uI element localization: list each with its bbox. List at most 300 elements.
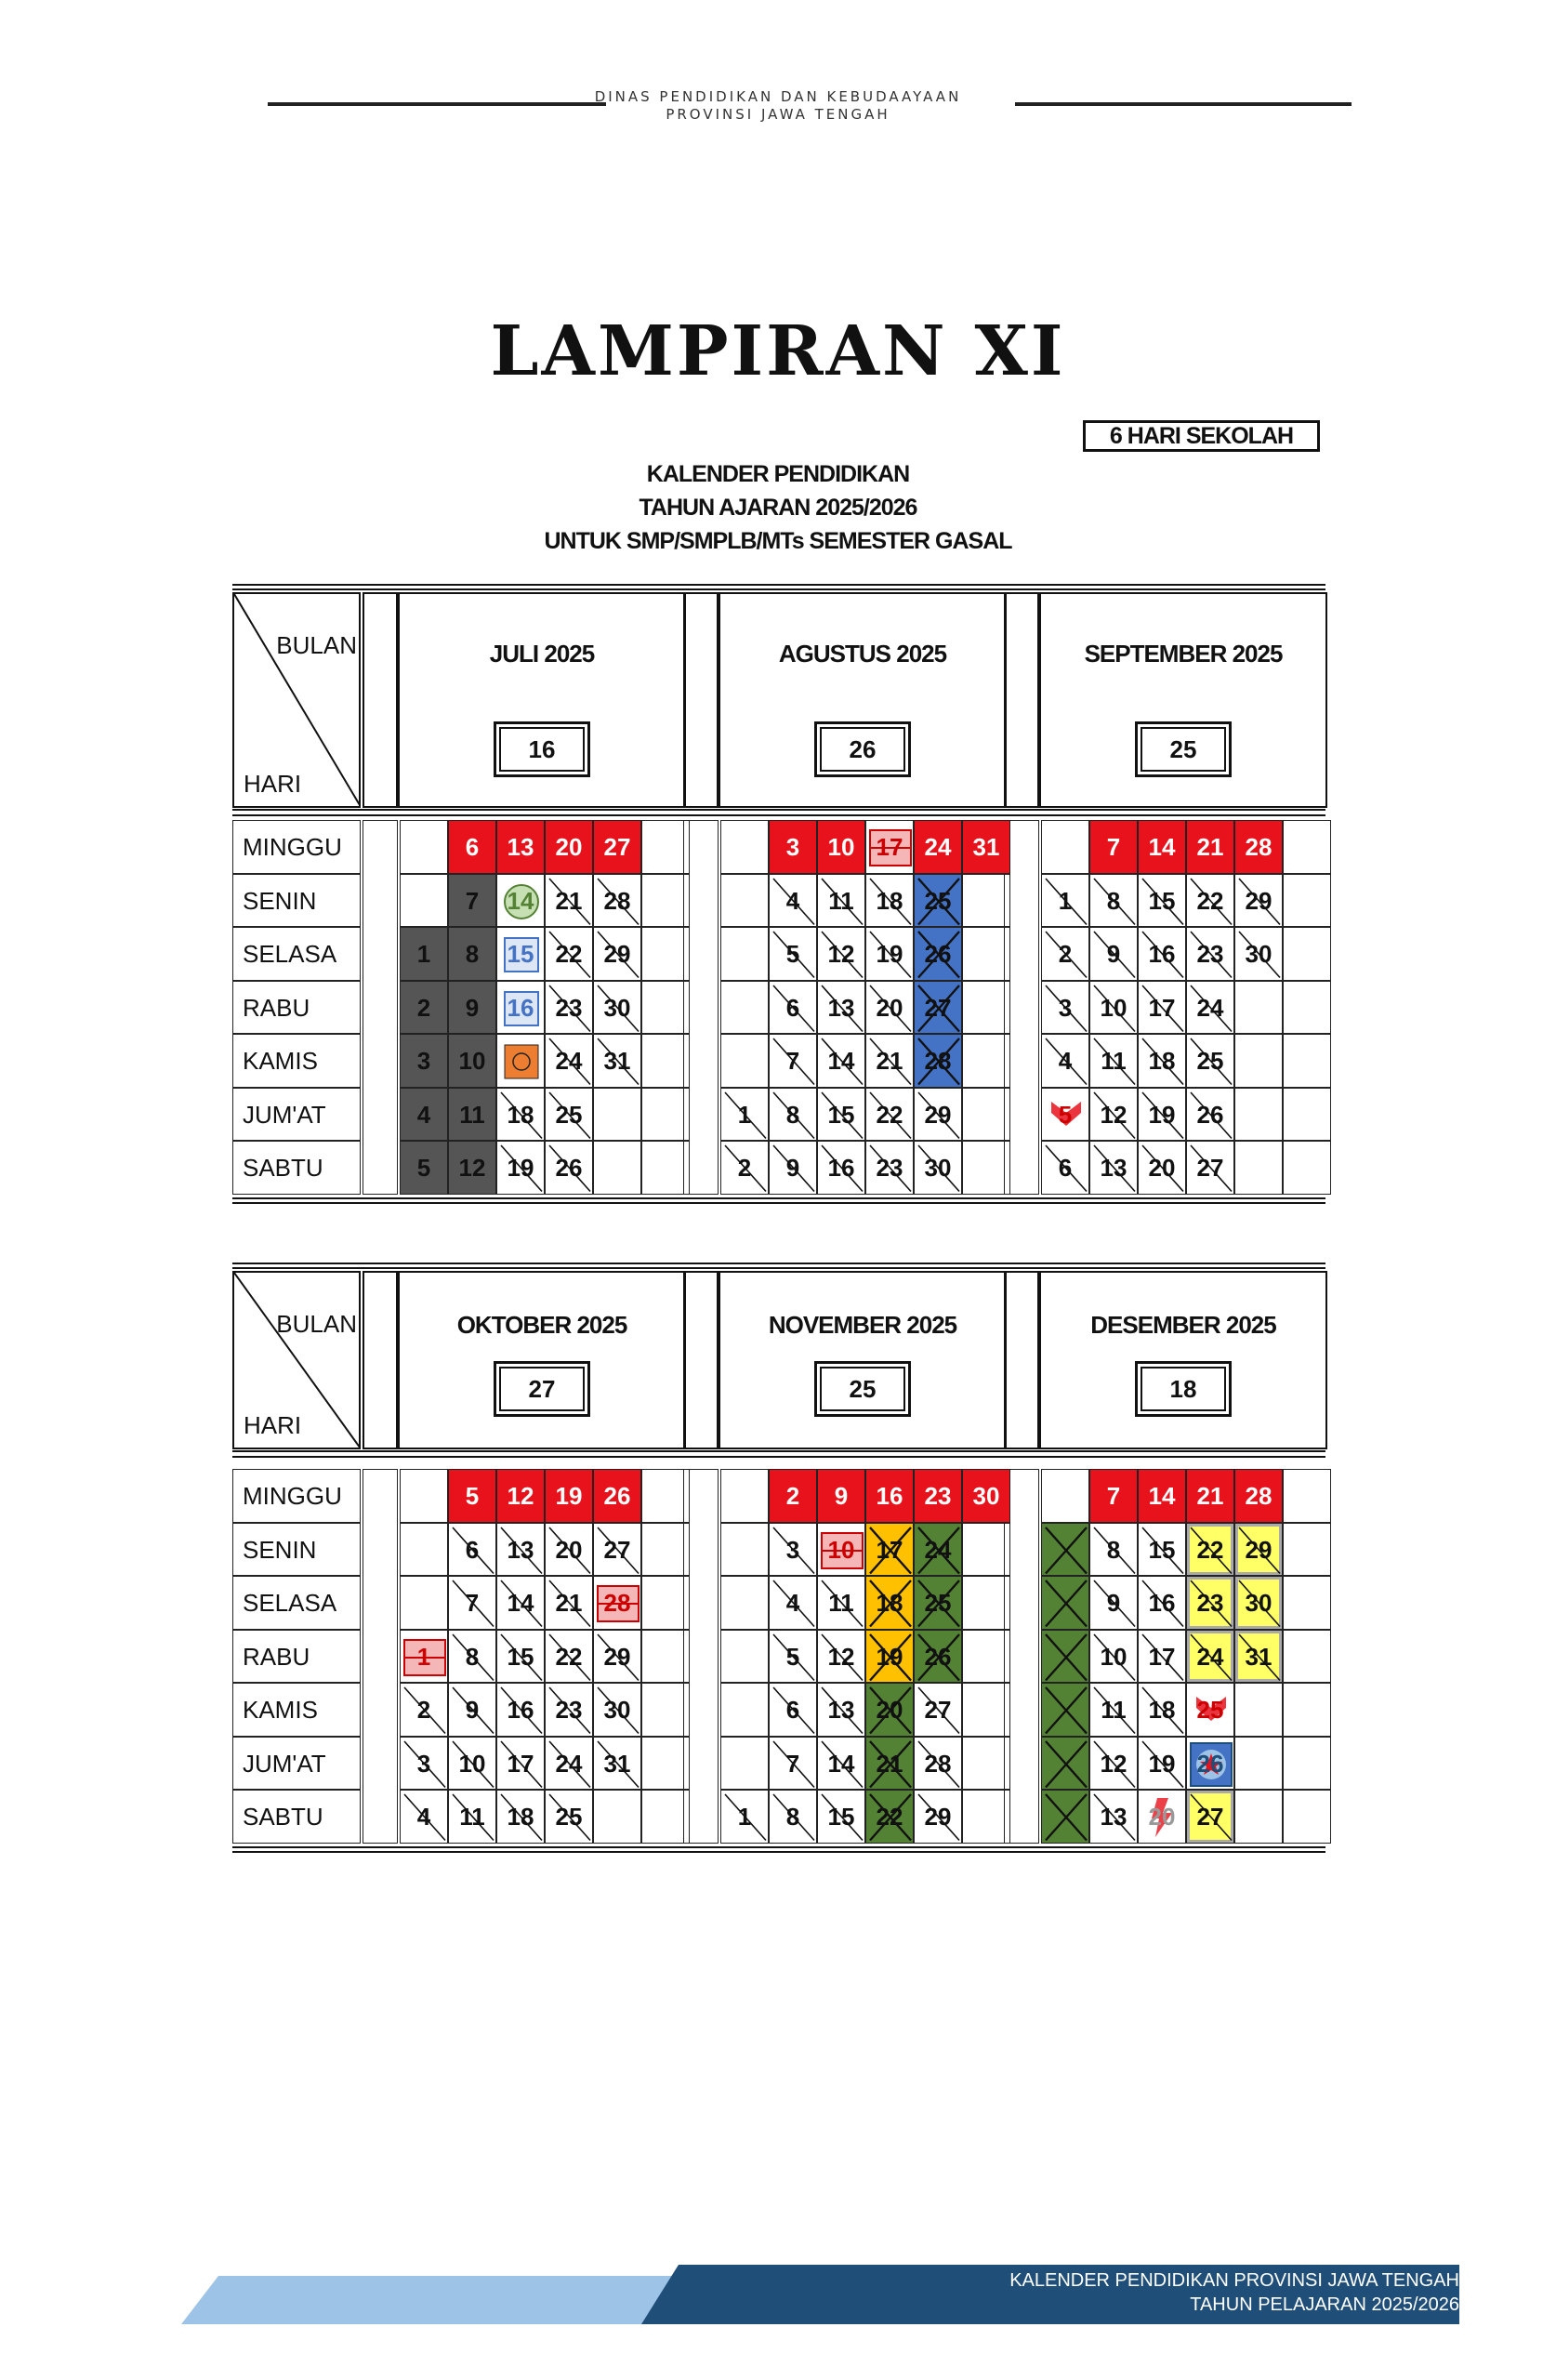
- day-number: 22: [555, 940, 583, 968]
- calendar-day: [914, 1141, 962, 1195]
- calendar-day: [1138, 874, 1186, 928]
- calendar-day: [914, 981, 962, 1035]
- calendar-day: [720, 927, 769, 981]
- calendar-day: [865, 1034, 914, 1088]
- day-number: 18: [876, 886, 903, 915]
- day-number: 29: [924, 1803, 952, 1831]
- calendar-day: [1186, 874, 1234, 928]
- grid-separator: [363, 1469, 398, 1844]
- calendar-day: [1283, 1088, 1331, 1142]
- calendar-day: [817, 1683, 865, 1737]
- calendar-day: [593, 1576, 641, 1630]
- day-label: SENIN: [232, 1523, 361, 1577]
- calendar-day: [769, 1576, 817, 1630]
- calendar-day: [448, 1141, 496, 1195]
- day-number: 3: [785, 833, 800, 861]
- day-number: 21: [555, 886, 583, 915]
- calendar-day: [1138, 1523, 1186, 1577]
- calendar-day: [496, 1630, 545, 1684]
- calendar-day: [1186, 820, 1234, 874]
- day-number: 11: [828, 886, 854, 915]
- day-number: 6: [785, 1696, 800, 1724]
- calendar-day: [720, 1576, 769, 1630]
- day-number: 3: [1058, 993, 1073, 1022]
- calendar-day: [1041, 1737, 1089, 1791]
- day-number: 10: [458, 1047, 486, 1075]
- day-number: 5: [785, 1642, 800, 1671]
- calendar-day: [545, 1523, 593, 1577]
- calendar-day: [593, 1469, 641, 1523]
- day-number: 6: [785, 993, 800, 1022]
- calendar-day: [1041, 1141, 1089, 1195]
- calendar-day: [720, 1034, 769, 1088]
- month-name: DESEMBER 2025: [1090, 1311, 1276, 1339]
- day-number: 20: [876, 993, 903, 1022]
- calendar-day: [400, 981, 448, 1035]
- calendar-day: [496, 874, 545, 928]
- calendar-day: [448, 1630, 496, 1684]
- day-number: 9: [465, 993, 480, 1022]
- day-number: 19: [876, 1642, 903, 1671]
- day-number: 13: [827, 993, 855, 1022]
- calendar-day: [769, 1034, 817, 1088]
- calendar-day: [1138, 1469, 1186, 1523]
- calendar-day: [1089, 874, 1138, 928]
- calendar-day: [641, 1088, 690, 1142]
- day-number: 31: [603, 1749, 631, 1778]
- calendar-day: [496, 981, 545, 1035]
- calendar-day: [962, 820, 1010, 874]
- calendar-day: [641, 1576, 690, 1630]
- effective-days-count: 16: [494, 721, 590, 777]
- day-number: 27: [603, 1535, 631, 1564]
- calendar-day: [448, 874, 496, 928]
- calendar-day: [720, 1790, 769, 1844]
- day-number: 5: [465, 1482, 480, 1510]
- calendar-day: [962, 981, 1010, 1035]
- day-number: 14: [507, 886, 534, 915]
- calendar-day: [1138, 1630, 1186, 1684]
- panel-rule: [232, 1456, 1325, 1458]
- day-label: KAMIS: [232, 1034, 361, 1088]
- calendar-day: [1089, 927, 1138, 981]
- calendar-day: [1283, 1141, 1331, 1195]
- calendar-day: [593, 874, 641, 928]
- calendar-day: [914, 874, 962, 928]
- day-number: 11: [1101, 1047, 1127, 1075]
- calendar-day: [545, 1141, 593, 1195]
- day-number: 21: [1196, 833, 1224, 861]
- column-separator: [363, 592, 398, 808]
- day-number: 10: [458, 1749, 486, 1778]
- day-number: 17: [507, 1749, 534, 1778]
- day-number: 14: [507, 1589, 534, 1617]
- day-number: 16: [1148, 1589, 1176, 1617]
- day-number: 1: [416, 1642, 431, 1671]
- calendar-day: [1186, 1141, 1234, 1195]
- effective-days-count: 25: [1135, 721, 1232, 777]
- calendar-day: [1138, 820, 1186, 874]
- calendar-day: [1138, 1790, 1186, 1844]
- calendar-day: [1234, 1469, 1283, 1523]
- calendar-day: [1283, 1790, 1331, 1844]
- day-label: SABTU: [232, 1141, 361, 1195]
- calendar-day: [1283, 1683, 1331, 1737]
- column-separator: [1004, 1271, 1039, 1449]
- day-number: 20: [555, 833, 583, 861]
- calendar-day: [817, 820, 865, 874]
- calendar-day: [448, 981, 496, 1035]
- calendar-day: [817, 1790, 865, 1844]
- day-number: 25: [555, 1100, 583, 1129]
- day-number: 3: [416, 1749, 431, 1778]
- calendar-day: [817, 927, 865, 981]
- day-number: 22: [555, 1642, 583, 1671]
- day-number: 18: [507, 1100, 534, 1129]
- calendar-day: [962, 1576, 1010, 1630]
- calendar-day: [962, 1737, 1010, 1791]
- day-number: 12: [458, 1154, 486, 1182]
- day-number: 15: [1148, 886, 1176, 915]
- panel-rule: [232, 1202, 1325, 1204]
- calendar-day: [769, 820, 817, 874]
- day-number: 24: [1196, 993, 1224, 1022]
- day-number: 25: [924, 886, 952, 915]
- effective-days-count: 25: [814, 1361, 911, 1417]
- calendar-day: [1283, 1469, 1331, 1523]
- calendar-day: [448, 1576, 496, 1630]
- calendar-day: [641, 1630, 690, 1684]
- day-number: 29: [603, 1642, 631, 1671]
- calendar-day: [1041, 981, 1089, 1035]
- day-number: 21: [876, 1047, 903, 1075]
- calendar-day: [817, 1469, 865, 1523]
- day-number: 14: [1148, 1482, 1176, 1510]
- panel-rule: [232, 1846, 1325, 1848]
- footer-text: [1009, 2268, 1459, 2317]
- calendar-day: [1186, 1469, 1234, 1523]
- calendar-day: [817, 874, 865, 928]
- day-number: 24: [1196, 1642, 1224, 1671]
- day-number: 24: [555, 1047, 583, 1075]
- calendar-day: [1041, 1469, 1089, 1523]
- day-number: 27: [924, 993, 952, 1022]
- day-number: 11: [828, 1589, 854, 1617]
- calendar-day: [448, 927, 496, 981]
- day-number: 10: [827, 1535, 855, 1564]
- day-number: 30: [603, 1696, 631, 1724]
- calendar-day: [1283, 1576, 1331, 1630]
- day-number: 4: [1058, 1047, 1073, 1075]
- column-separator: [683, 1271, 719, 1449]
- day-number: 16: [1148, 940, 1176, 968]
- day-number: 28: [603, 886, 631, 915]
- calendar-day: [641, 1469, 690, 1523]
- calendar-day: [769, 981, 817, 1035]
- day-number: 8: [785, 1100, 800, 1129]
- calendar-day: [1138, 1088, 1186, 1142]
- calendar-day: [1041, 1790, 1089, 1844]
- calendar-day: [496, 1141, 545, 1195]
- calendar-day: [769, 1088, 817, 1142]
- day-number: 11: [1101, 1696, 1127, 1724]
- calendar-day: [1138, 1737, 1186, 1791]
- calendar-day: [1186, 1790, 1234, 1844]
- calendar-day: [1138, 1034, 1186, 1088]
- calendar-day: [1186, 1034, 1234, 1088]
- calendar-day: [1186, 981, 1234, 1035]
- calendar-day: [720, 981, 769, 1035]
- calendar-day: [641, 874, 690, 928]
- calendar-subtitle: [0, 457, 1556, 558]
- day-number: 22: [876, 1100, 903, 1129]
- day-number: 16: [507, 993, 534, 1022]
- day-number: 18: [876, 1589, 903, 1617]
- calendar-day: [593, 1034, 641, 1088]
- day-number: 7: [1106, 833, 1121, 861]
- day-number: 8: [465, 940, 480, 968]
- calendar-day: [817, 1630, 865, 1684]
- calendar-day: [720, 1737, 769, 1791]
- calendar-day: [400, 1469, 448, 1523]
- day-number: 29: [1245, 1535, 1272, 1564]
- calendar-day: [962, 1630, 1010, 1684]
- day-number: 18: [1148, 1047, 1176, 1075]
- calendar-day: [817, 1034, 865, 1088]
- calendar-day: [1089, 1034, 1138, 1088]
- calendar-day: [448, 1683, 496, 1737]
- day-number: 22: [1196, 1535, 1224, 1564]
- calendar-day: [914, 1523, 962, 1577]
- day-number: 28: [924, 1749, 952, 1778]
- day-number: 12: [827, 1642, 855, 1671]
- calendar-day: [545, 874, 593, 928]
- day-number: 12: [1100, 1749, 1127, 1778]
- calendar-day: [496, 1523, 545, 1577]
- day-number: 8: [1106, 1535, 1121, 1564]
- calendar-day: [1041, 1683, 1089, 1737]
- day-number: 27: [1196, 1154, 1224, 1182]
- day-number: 21: [555, 1589, 583, 1617]
- day-number: 9: [1106, 1589, 1121, 1617]
- calendar-day: [1041, 1088, 1089, 1142]
- day-number: 9: [465, 1696, 480, 1724]
- day-number: 7: [465, 886, 480, 915]
- calendar-day: [769, 1469, 817, 1523]
- day-number: 16: [876, 1482, 903, 1510]
- calendar-day: [1089, 1790, 1138, 1844]
- calendar-day: [496, 1737, 545, 1791]
- calendar-day: [496, 1034, 545, 1088]
- calendar-day: [914, 927, 962, 981]
- calendar-day: [545, 1469, 593, 1523]
- calendar-day: [545, 1790, 593, 1844]
- panel-rule: [232, 1267, 1325, 1269]
- day-number: 18: [1148, 1696, 1176, 1724]
- day-number: 7: [785, 1047, 800, 1075]
- calendar-day: [865, 981, 914, 1035]
- day-number: 17: [1148, 993, 1176, 1022]
- calendar-day: [545, 1683, 593, 1737]
- footer-band-light: [181, 2276, 702, 2324]
- day-number: 26: [924, 940, 952, 968]
- calendar-day: [1089, 1469, 1138, 1523]
- day-number: 27: [924, 1696, 952, 1724]
- calendar-day: [720, 820, 769, 874]
- day-number: 15: [507, 1642, 534, 1671]
- day-number: 9: [1106, 940, 1121, 968]
- header-agency: [0, 88, 1556, 124]
- calendar-day: [769, 1737, 817, 1791]
- day-number: 2: [785, 1482, 800, 1510]
- calendar-day: [769, 1141, 817, 1195]
- calendar-day: [769, 1683, 817, 1737]
- calendar-day: [1234, 1034, 1283, 1088]
- day-number: 1: [416, 940, 431, 968]
- column-separator: [1004, 592, 1039, 808]
- day-number: 19: [507, 1154, 534, 1182]
- calendar-day: [593, 1088, 641, 1142]
- calendar-day: [865, 1576, 914, 1630]
- calendar-day: [448, 1790, 496, 1844]
- calendar-day: [593, 1523, 641, 1577]
- calendar-day: [1234, 1088, 1283, 1142]
- month-header: [1039, 1271, 1327, 1449]
- calendar-day: [914, 1630, 962, 1684]
- day-number: 21: [876, 1749, 903, 1778]
- day-number: 6: [465, 1535, 480, 1564]
- day-number: 4: [416, 1803, 431, 1831]
- day-number: 22: [1196, 886, 1224, 915]
- day-number: 23: [1196, 940, 1224, 968]
- calendar-day: [1186, 1088, 1234, 1142]
- day-number: 31: [1245, 1642, 1272, 1671]
- calendar-day: [1186, 927, 1234, 981]
- calendar-day: [593, 1141, 641, 1195]
- calendar-day: [400, 1088, 448, 1142]
- day-label: RABU: [232, 981, 361, 1035]
- effective-days-count: 18: [1135, 1361, 1232, 1417]
- calendar-day: [545, 1630, 593, 1684]
- day-number: 12: [1100, 1100, 1127, 1129]
- panel-rule: [232, 588, 1325, 590]
- calendar-day: [496, 1576, 545, 1630]
- day-number: 1: [737, 1803, 752, 1831]
- day-number: 25: [1196, 1047, 1224, 1075]
- day-number: 29: [1245, 886, 1272, 915]
- day-number: 27: [1196, 1803, 1224, 1831]
- day-number: 13: [1100, 1154, 1127, 1182]
- calendar-day: [720, 1088, 769, 1142]
- calendar-day: [817, 1088, 865, 1142]
- calendar-day: [641, 1523, 690, 1577]
- day-number: 28: [1245, 833, 1272, 861]
- corner-bulan-label: BULAN: [276, 631, 357, 659]
- calendar-day: [865, 927, 914, 981]
- calendar-day: [769, 1790, 817, 1844]
- calendar-day: [545, 1088, 593, 1142]
- calendar-day: [1041, 1034, 1089, 1088]
- day-number: 23: [1196, 1589, 1224, 1617]
- calendar-day: [865, 1469, 914, 1523]
- day-number: 15: [1148, 1535, 1176, 1564]
- calendar-day: [1234, 1576, 1283, 1630]
- day-number: 8: [785, 1803, 800, 1831]
- calendar-day: [1041, 1630, 1089, 1684]
- grid-separator: [363, 820, 398, 1195]
- day-number: 6: [465, 833, 480, 861]
- calendar-day: [545, 927, 593, 981]
- calendar-day: [769, 1523, 817, 1577]
- day-number: 5: [785, 940, 800, 968]
- day-number: 16: [507, 1696, 534, 1724]
- calendar-day: [641, 981, 690, 1035]
- day-number: 17: [876, 1535, 903, 1564]
- day-label: MINGGU: [232, 820, 361, 874]
- calendar-day: [865, 874, 914, 928]
- day-number: 9: [834, 1482, 849, 1510]
- calendar-day: [400, 1683, 448, 1737]
- day-number: 8: [1106, 886, 1121, 915]
- page-title: LAMPIRAN XI: [490, 311, 1066, 391]
- day-number: 10: [1100, 1642, 1127, 1671]
- calendar-day: [962, 1088, 1010, 1142]
- day-number: 7: [785, 1749, 800, 1778]
- day-number: 20: [876, 1696, 903, 1724]
- calendar-day: [962, 1683, 1010, 1737]
- calendar-day: [641, 1034, 690, 1088]
- column-separator: [363, 1271, 398, 1449]
- calendar-day: [448, 1088, 496, 1142]
- calendar-day: [1234, 874, 1283, 928]
- calendar-panel: [232, 1263, 1325, 1855]
- calendar-day: [914, 820, 962, 874]
- day-number: 3: [785, 1535, 800, 1564]
- calendar-day: [1089, 1141, 1138, 1195]
- month-name: JULI 2025: [489, 640, 595, 668]
- calendar-day: [962, 1141, 1010, 1195]
- corner-hari-label: HARI: [244, 770, 302, 798]
- footer-line2: TAHUN PELAJARAN 2025/2026: [1190, 2294, 1459, 2315]
- calendar-day: [1234, 927, 1283, 981]
- calendar-day: [1234, 1790, 1283, 1844]
- calendar-day: [865, 1683, 914, 1737]
- subtitle-line1: KALENDER PENDIDIKAN: [646, 461, 910, 487]
- day-number: 20: [555, 1535, 583, 1564]
- calendar-day: [496, 927, 545, 981]
- calendar-day: [962, 1523, 1010, 1577]
- calendar-day: [1041, 820, 1089, 874]
- day-number: 18: [507, 1803, 534, 1831]
- day-number: 31: [603, 1047, 631, 1075]
- calendar-day: [914, 1034, 962, 1088]
- corner-header: [232, 592, 361, 808]
- day-label: SABTU: [232, 1790, 361, 1844]
- calendar-day: [400, 1034, 448, 1088]
- day-number: 26: [924, 1642, 952, 1671]
- day-number: 12: [827, 940, 855, 968]
- calendar-day: [817, 1737, 865, 1791]
- effective-days-count: 27: [494, 1361, 590, 1417]
- calendar-day: [641, 1683, 690, 1737]
- day-number: 4: [785, 1589, 800, 1617]
- calendar-day: [1283, 1630, 1331, 1684]
- day-number: 25: [924, 1589, 952, 1617]
- day-number: 28: [1245, 1482, 1272, 1510]
- day-number: 15: [827, 1100, 855, 1129]
- calendar-day: [641, 820, 690, 874]
- panel-rule: [232, 1851, 1325, 1853]
